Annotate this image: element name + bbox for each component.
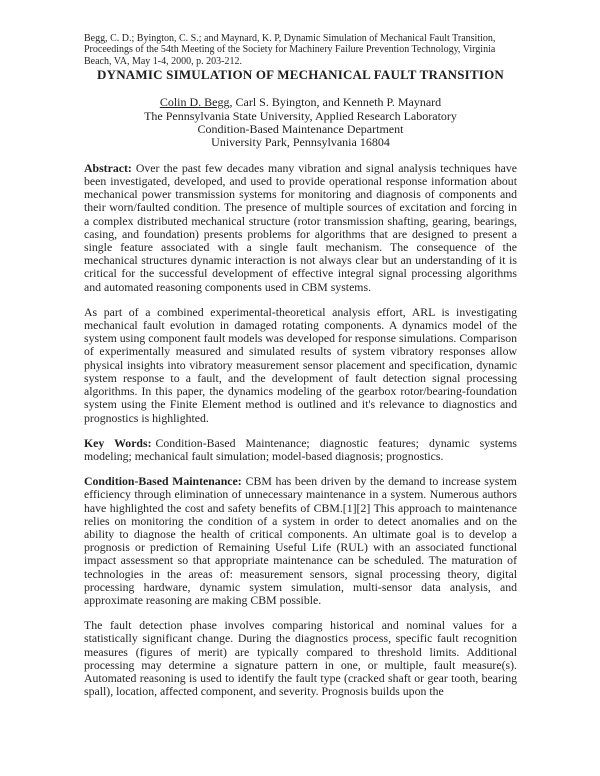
affiliation-line: University Park, Pennsylvania 16804 [211,135,390,150]
affiliation-line: The Pennsylvania State University, Applied Research Laboratory [144,108,457,123]
author-name-underlined: Colin D. Begg [159,95,230,110]
keywords-label: Key Words: [84,435,152,450]
author-names-rest: , Carl S. Byington, and Kenneth P. Maynard [229,95,442,110]
citation [84,33,517,67]
overview-paragraph: As part of a combined experimental-theoretical analysis effort, ARL is investigating mechanical fault evolution in damaged rotating components. A dynamics model of the system using component fault models was developed for response simulations. Comparison of experimentally measured and simulated results of system vibratory responses allow physical insights into vibratory measurement sensor placement and specification, dynamic system response to a fault, and the development of fault detection signal processing algorithms. In this paper, the dynamics modeling of the gearbox rotor/bearing-foundation system using the Finite Element method is outlined and it's relevance to diagnostics and prognostics is highlighted. [84,304,517,425]
cbm-label: Condition-Based Maintenance: [84,474,242,489]
fault-detection-paragraph: The fault detection phase involves comparing historical and nominal values for a statistically significant change. During the diagnostics process, specific fault recognition measures (figures of merit) are typically compared to threshold limits. Additional processing may determine a signature pattern in one, or multiple, fault measure(s). Automated reasoning is used to identify the fault type (cracked shaft or gear tooth, bearing spall), location, affected component, and severity. Prognosis builds upon the [84,618,517,699]
keywords-paragraph [84,437,517,463]
author-block [84,96,517,150]
cbm-paragraph [84,475,517,607]
paper-title: DYNAMIC SIMULATION OF MECHANICAL FAULT TRANSITION [97,67,504,83]
cbm-text: CBM has been driven by the demand to increase system efficiency through elimination of unnecessary maintenance in a system. Numerous authors have highlighted the cost and safety benefits of CBM.[1][2] This approach to maintenance relies on monitoring the condition of a system in order to detect anomalies and on the ability to diagnose the health of critical components. An ultimate goal is to develop a prognosis or prediction of Remaining Useful Life (RUL) with an associated functional impact assessment so that appropriate maintenance can be scheduled. The maturation of technologies in the areas of: measurement sensors, signal processing theory, digital processing hardware, dynamic system simulation, multi-sensor data analysis, and approximate reasoning are making CBM possible. [84,474,517,607]
author-names-line [84,96,517,109]
abstract-label: Abstract: [84,160,132,175]
citation-line: Begg, C. D.; Byington, C. S.; and Maynard, K. P, Dynamic Simulation of Mechanical Fault Transition, [84,33,496,44]
keywords-text: Condition-Based Maintenance; diagnostic features; dynamic systems modeling; mechanical fault simulation; model-based diagnosis; prognostics. [84,435,517,463]
citation-line: Proceedings of the 54th Meeting of the Society for Machinery Failure Prevention Technology, Virginia [84,44,496,56]
abstract-text: Over the past few decades many vibration and signal analysis techniques have been investigated, developed, and used to provide operational response information about mechanical power transmission systems for monitoring and diagnosis of components and their worn/faulted condition. The presence of multiple sources of excitation and forcing in a complex distributed mechanical structure (rotor transmission shafting, gearing, bearings, casing, and foundation) presents problems for algorithms that are designed to present a single feature associated with a single fault mechanism. The consequence of the mechanical structures dynamic interaction is not always clear but an understanding of it is critical for the successful development of effective integral signal processing algorithms and automated reasoning components used in CBM systems. [84,160,517,294]
citation-line: Beach, VA, May 1-4, 2000, p. 203-212. [84,55,242,67]
abstract-paragraph [84,162,517,294]
affiliation-line: Condition-Based Maintenance Department [197,122,404,137]
